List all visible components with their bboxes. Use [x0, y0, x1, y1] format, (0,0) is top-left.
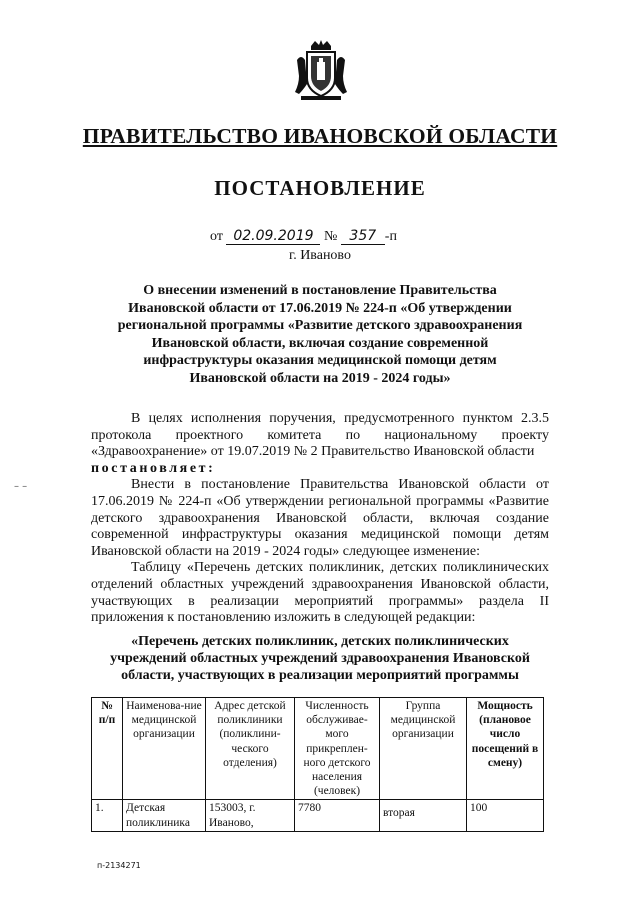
- government-title: ПРАВИТЕЛЬСТВО ИВАНОВСКОЙ ОБЛАСТИ: [82, 124, 558, 148]
- body-paragraph-table-change: Таблицу «Перечень детских поликлиник, детских поликлинических отделений областных учреждений здравоохранения Ивановской области, участвующих в реализации мероприятий программы» раздела II приложения к постановлению изложить в следующей редакции:: [91, 560, 549, 626]
- decree-word-text: постановляет:: [91, 460, 216, 476]
- quoted-title-line: «Перечень детских поликлиник, детских поликлинических: [131, 634, 509, 649]
- subject-line: инфраструктуры оказания медицинской помощи детям: [143, 353, 497, 368]
- table-cell: 100: [467, 800, 544, 831]
- date-prefix: от: [210, 229, 223, 244]
- table-cell: 7780: [295, 800, 380, 831]
- polyclinic-table: [91, 697, 544, 832]
- handwritten-date: 02.09.2019: [226, 228, 320, 245]
- coat-of-arms-emblem-icon: [293, 40, 349, 102]
- quoted-table-title: [100, 633, 540, 684]
- header-cell-group: Группа медицинской организации: [380, 698, 467, 800]
- subject-line: О внесении изменений в постановление Правительства: [143, 283, 497, 298]
- document-type-heading: ПОСТАНОВЛЕНИЕ: [214, 176, 426, 200]
- subject-line: Ивановской области на 2019 - 2024 годы»: [189, 370, 451, 386]
- margin-marks: – –: [14, 481, 28, 492]
- subject-line: региональной программы «Развитие детского здравоохранения: [117, 318, 523, 333]
- header-cell-capacity: Мощность (плановое число посещений в смену): [467, 698, 544, 800]
- table-cell: 1.: [92, 800, 123, 831]
- table-cell: вторая: [380, 800, 467, 831]
- decree-word: [91, 461, 549, 478]
- document-subject: [110, 282, 530, 387]
- quoted-title-line: области, участвующих в реализации мероприятий программы: [121, 668, 519, 683]
- city-line: г. Иваново: [289, 248, 351, 263]
- table-header-row: [92, 698, 544, 800]
- subject-line: Ивановской области, включая создание современной: [151, 335, 489, 351]
- number-label: №: [323, 229, 338, 244]
- header-cell-number: № п/п: [92, 698, 123, 800]
- table-cell: Детская поликлиника: [123, 800, 206, 831]
- table-row: [92, 800, 544, 831]
- header-cell-name: Наименова-ние медицинской организации: [123, 698, 206, 800]
- body-paragraph-preamble: В целях исполнения поручения, предусмотренного пунктом 2.3.5 протокола проектного комитета по национальному проекту «Здравоохранение» от 19.07.2019 № 2 Правительство Ивановской области: [91, 411, 549, 460]
- document-body: [91, 411, 549, 627]
- footer-document-code: п-2134271: [97, 861, 141, 870]
- handwritten-number: 357: [341, 228, 385, 245]
- subject-line: Ивановской области от 17.06.2019 № 224-п «Об утверждении: [128, 300, 512, 316]
- header-cell-address: Адрес детской поликлиники (поликлини-ческого отделения): [206, 698, 295, 800]
- date-number-line: [210, 228, 397, 245]
- number-suffix: -п: [384, 229, 397, 244]
- body-paragraph-amend: Внести в постановление Правительства Ивановской области от 17.06.2019 № 224-п «Об утверждении региональной программы «Развитие детского здравоохранения Ивановской области, включая создание современной инфраструктуры оказания медицинской помощи детям Ивановской области на 2019 - 2024 годы» следующее изменение:: [91, 477, 549, 559]
- table-cell: 153003, г. Иваново,: [206, 800, 295, 831]
- header-cell-population: Численность обслуживае-мого прикреплен-ного детского населения (человек): [295, 698, 380, 800]
- quoted-title-line: учреждений областных учреждений здравоохранения Ивановской: [110, 651, 530, 666]
